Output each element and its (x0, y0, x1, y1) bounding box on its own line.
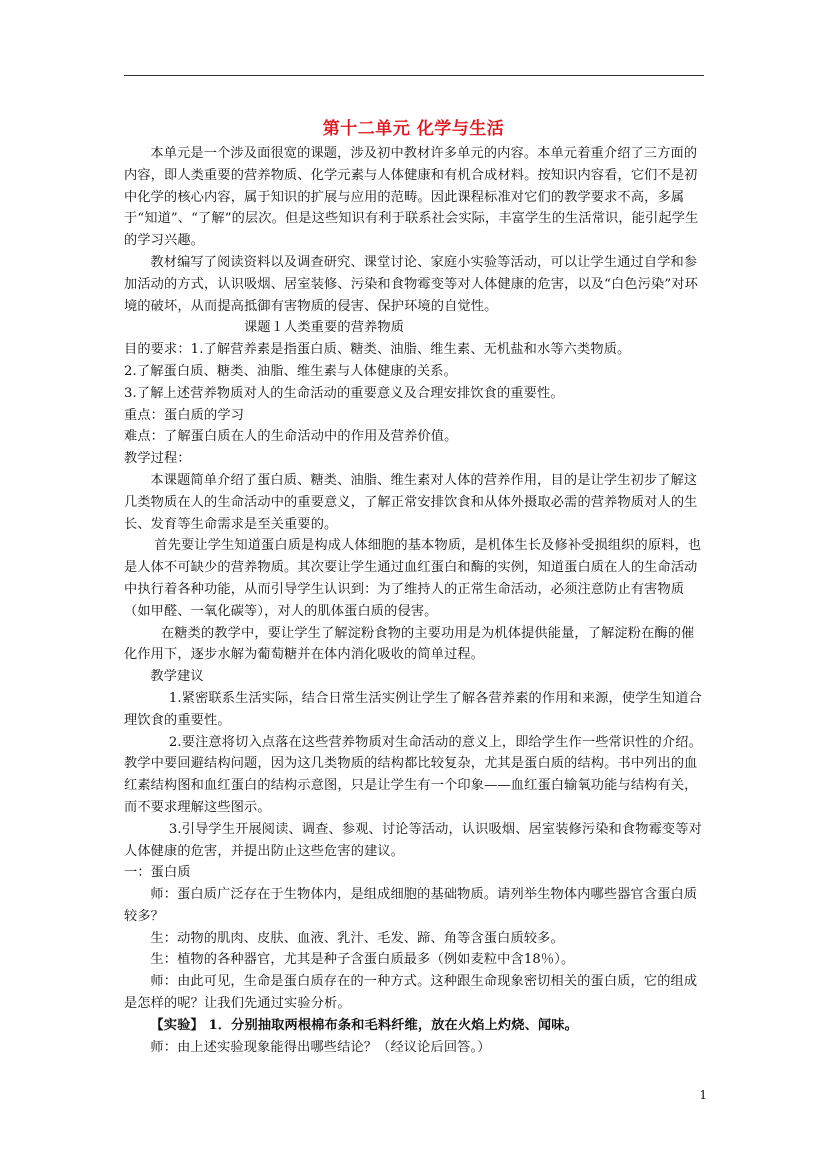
document-title: 第十二单元 化学与生活 (322, 119, 505, 139)
experiment-line: 【实验】 1．分别抽取两根棉布条和毛料纤维，放在火焰上灼烧、闻味。 (150, 1017, 578, 1033)
suggestion-3: 3.引导学生开展阅读、调查、参观、讨论等活动，认识吸烟、居室装修污染和食物霉变等对人体健康的危害，并提出防止这些危害的建议。 (124, 821, 702, 859)
document-body (124, 143, 704, 1058)
page-number: 1 (699, 1088, 707, 1102)
dialogue-teacher-2: 师：由此可见，生命是蛋白质存在的一种方式。这种跟生命现象密切相关的蛋白质，它的组成是怎样的呢？让我们先通过实验分析。 (124, 974, 698, 1012)
difficult-point: 难点：了解蛋白质在人的生命活动中的作用及营养价值。 (124, 429, 458, 445)
key-point: 重点：蛋白质的学习 (124, 407, 245, 423)
paragraph-intro: 本单元是一个涉及面很宽的课题，涉及初中教材许多单元的内容。本单元着重介绍了三方面的内容，即人类重要的营养物质、化学元素与人体健康和有机合成材料。按知识内容看，它们不是初中化学的核心内容，属于知识的扩展与应用的范畴。因此课程标准对它们的教学要求不高，多属于“知道”、“了解”的层次。但是这些知识有利于联系社会实际，丰富学生的生活常识，能引起学生的学习兴趣。 (124, 146, 699, 249)
dialogue-teacher-1: 师：蛋白质广泛存在于生物体内，是组成细胞的基础物质。请列举生物体内哪些器官含蛋白质较多？ (124, 887, 698, 924)
suggestion-2: 2.要注意将切入点落在这些营养物质对生命活动的意义上，即给学生作一些常识性的介绍。教学中要回避结构问题，因为这几类物质的结构都比较复杂，尤其是蛋白质的结构。书中列出的血红素结构图和血红蛋白的结构示意图，只是让学生有一个印象——血红蛋白输氧功能与结构有关，而不要求理解这些图示。 (124, 734, 702, 815)
process-heading: 教学过程： (124, 451, 191, 467)
paragraph-sugar: 在糖类的教学中，要让学生了解淀粉食物的主要功用是为机体提供能量，了解淀粉在酶的催化作用下，逐步水解为葡萄糖并在体内消化吸收的简单过程。 (124, 625, 695, 663)
paragraph-overview: 本课题简单介绍了蛋白质、糖类、油脂、维生素对人体的营养作用，目的是让学生初步了解这几类物质在人的生命活动中的重要意义，了解正常安排饮食和从体外摄取必需的营养物质对人的生长、发育等生命需求是至关重要的。 (124, 472, 698, 532)
dialogue-teacher-3: 师：由上述实验现象能得出哪些结论？（经议论后回答。） (150, 1039, 491, 1055)
suggestion-1: 1.紧密联系生活实际，结合日常生活实例让学生了解各营养素的作用和来源，使学生知道合理饮食的重要性。 (124, 690, 702, 728)
suggestions-heading: 教学建议 (150, 669, 204, 685)
dialogue-student-2: 生：植物的各种器官，尤其是种子含蛋白质最多（例如麦粒中含18％）。 (150, 952, 575, 968)
dialogue-student-1: 生：动物的肌肉、皮肤、血液、乳汁、毛发、蹄、角等含蛋白质较多。 (150, 930, 564, 946)
paragraph-protein: 首先要让学生知道蛋白质是构成人体细胞的基本物质，是机体生长及修补受损组织的原料，也是人体不可缺少的营养物质。其次要让学生通过血红蛋白和酶的实例，知道蛋白质在人的生命活动中执行着各种功能，从而引导学生认识到：为了维持人的正常生命活动，必须注意防止有害物质（如甲醛、一氧化碳等），对人的肌体蛋白质的侵害。 (124, 538, 702, 619)
objective-3: 3.了解上述营养物质对人的生命活动的重要意义及合理安排饮食的重要性。 (124, 385, 564, 401)
objective-1: 目的要求：1.了解营养素是指蛋白质、糖类、油脂、维生素、无机盐和水等六类物质。 (124, 342, 631, 358)
objective-2: 2.了解蛋白质、糖类、油脂、维生素与人体健康的关系。 (124, 363, 457, 379)
lesson-heading: 课题１人类重要的营养物质 (244, 320, 405, 336)
header-rule (124, 75, 704, 76)
section-protein-heading: 一：蛋白质 (124, 865, 191, 881)
paragraph-materials: 教材编写了阅读资料以及调查研究、课堂讨论、家庭小实验等活动，可以让学生通过自学和参加活动的方式，认识吸烟、居室装修、污染和食物霉变等对人体健康的危害，以及“白色污染”对环境的破坏，从而提高抵御有害物质的侵害、保护环境的自觉性。 (124, 254, 698, 314)
